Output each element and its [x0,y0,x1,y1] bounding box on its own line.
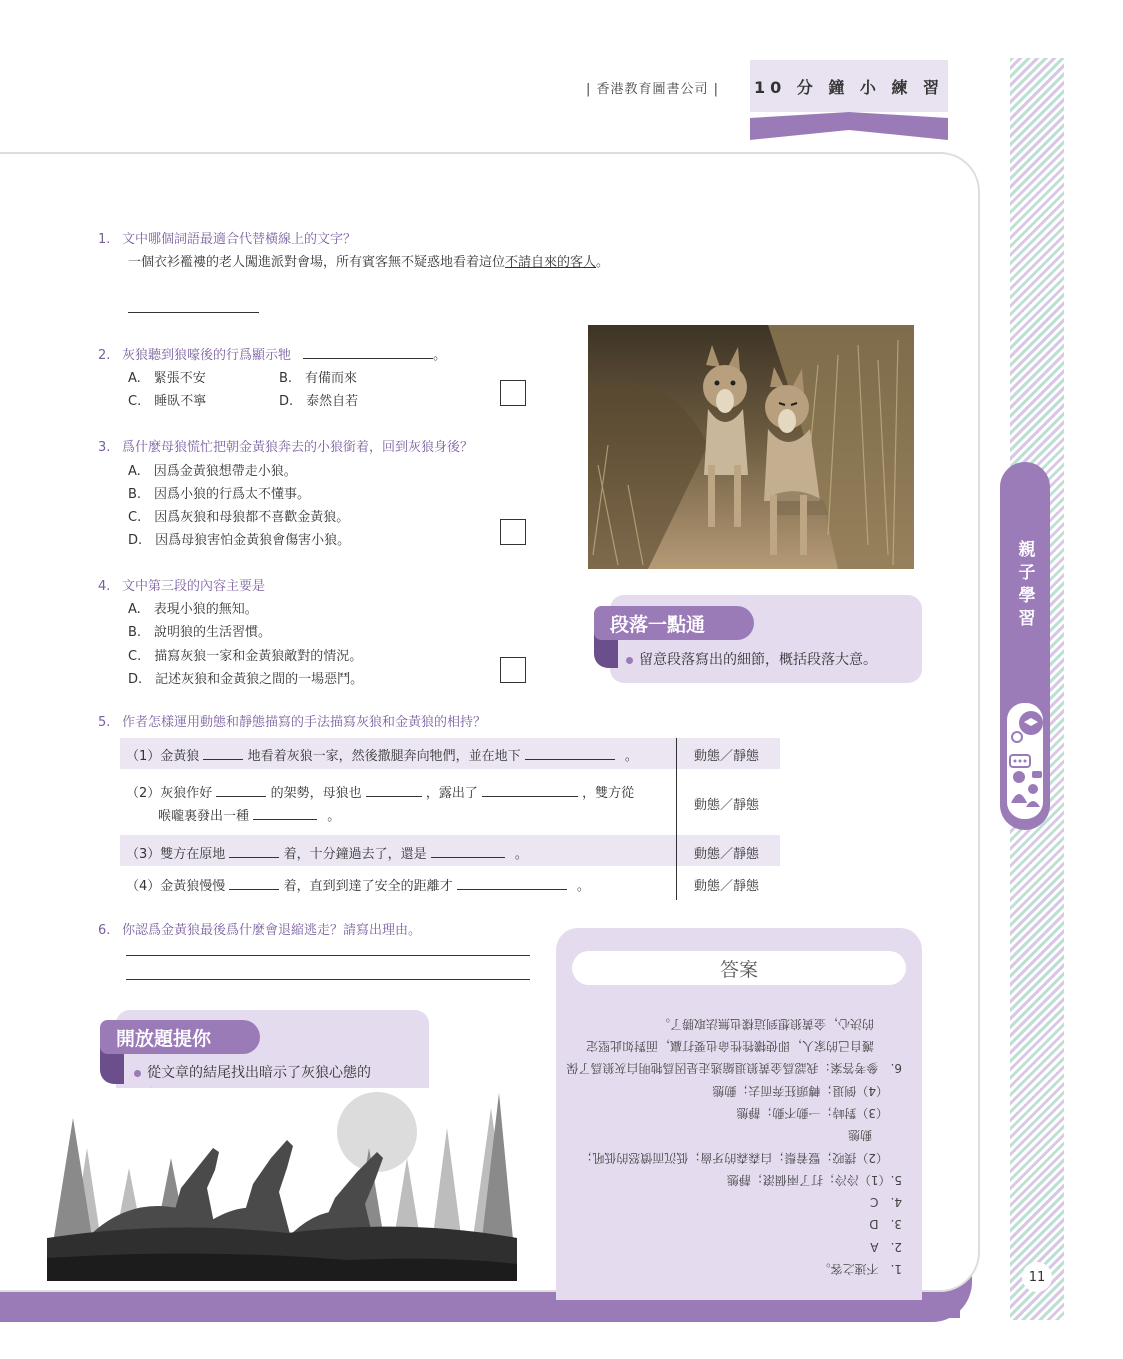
q2-option-d: D. 泰然自若 [279,394,359,409]
table-divider [676,738,677,900]
answer-line: 1. 不速之客。 [818,1262,902,1276]
open-tip-title: 開放題提你 [100,1020,260,1054]
q3-option-d: D. 因爲母狼害怕金黃狼會傷害小狼。 [128,533,351,548]
question-2: 2. 灰狼聽到狼嚎後的行爲顯示牠 。 [98,348,447,363]
q4-option-c: C. 描寫灰狼一家和金黃狼敵對的情況。 [128,649,363,664]
blank[interactable] [431,857,505,858]
q4-option-d: D. 記述灰狼和金黃狼之間的一場惡鬥。 [128,672,364,687]
blank[interactable] [366,796,422,797]
page-number: 11 [1022,1262,1052,1292]
blank[interactable] [457,889,567,890]
answer-line: 4. C [870,1195,902,1210]
blank[interactable] [253,819,317,820]
question-1-sentence: 一個衣衫襤褸的老人闖進派對會場，所有賓客無不疑惑地看着這位不請自來的客人。 [128,255,610,270]
answer-line: （2）撲咬；豎着鬃；白森森的牙齒；低沉而憤怒的低吼； [580,1150,888,1165]
table-row-4: （4）金黃狼慢慢 着，直到到達了安全的距離才 。 [126,879,590,894]
table-row-3: （3）雙方在原地 着，十分鐘過去了，還是 。 [126,847,528,862]
answer-line-6a[interactable] [126,955,530,956]
question-4: 4. 文中第三段的內容主要是 [98,579,266,594]
q3-option-c: C. 因爲灰狼和母狼都不喜歡金黃狼。 [128,510,350,525]
answer-box-4[interactable] [500,657,526,683]
q2-option-b: B. 有備而來 [279,371,358,386]
answer-line: 的決心，金黃狼想到這樣也無法取勝了。 [657,1016,874,1031]
side-tab-label: 親子學習 [1014,540,1035,632]
q4-option-b: B. 說明狼的生活習慣。 [128,625,272,640]
blank[interactable] [216,796,266,797]
answer-line: 護自己的家人，即使犧牲性命也要打贏，面對如此堅定 [585,1039,874,1054]
blank[interactable] [203,759,243,760]
row-2-choice[interactable]: 動態／靜態 [694,798,760,813]
answer-line: 5.（1）冷冷；打了兩個滾；靜態 [726,1172,902,1187]
answer-blank-2[interactable] [303,358,433,359]
answers-title: 答案 [572,951,906,985]
blank[interactable] [229,857,279,858]
question-1: 1. 文中哪個詞語最適合代替橫線上的文字？ [98,232,357,247]
q3-option-a: A. 因爲金黃狼想帶走小狼。 [128,464,297,479]
question-5: 5. 作者怎樣運用動態和靜態描寫的手法描寫灰狼和金黃狼的相持？ [98,715,487,730]
family-learning-icon [1004,700,1046,822]
table-row-2: （2）灰狼作好 的架勢，母狼也 ，露出了 ，雙方從 [126,786,635,801]
answer-line-1[interactable] [128,312,259,313]
q2-option-c: C. 睡臥不寧 [128,394,207,409]
answer-line: 3. D [869,1217,902,1232]
question-3: 3. 爲什麼母狼慌忙把朝金黃狼奔去的小狼銜着，回到灰狼身後？ [98,440,474,455]
q2-option-a: A. 緊張不安 [128,371,206,386]
q4-option-a: A. 表現小狼的無知。 [128,602,258,617]
header-chevron [750,112,948,140]
q3-option-b: B. 因爲小狼的行爲太不懂事。 [128,487,311,502]
paragraph-tip-text: 留意段落寫出的細節，概括段落大意。 [626,649,877,669]
jackals-photo [588,325,914,569]
table-row-1: （1）金黃狼 地看着灰狼一家，然後撒腿奔向牠們，並在地下 。 [126,749,638,764]
blank[interactable] [229,889,279,890]
paragraph-tip-title: 段落一點通 [594,606,754,640]
open-tip-text: 從文章的結尾找出暗示了灰狼心態的 [134,1062,371,1108]
bullet-dot [626,657,633,664]
answer-line-6b[interactable] [126,979,530,980]
row-4-choice[interactable]: 動態／靜態 [694,879,760,894]
blank[interactable] [482,796,578,797]
howling-wolves-illustration [47,1088,517,1281]
answer-box-3[interactable] [500,519,526,545]
bullet-dot [134,1070,141,1077]
question-6: 6. 你認爲金黃狼最後爲什麼會退縮逃走？請寫出理由。 [98,923,422,938]
answers-upside-down [566,1000,902,1280]
answer-line: 2. A [870,1239,902,1254]
answer-line: 6. 參考答案：我認爲金黃狼退縮逃走是因爲牠明白灰狼爲了保 [566,1061,902,1076]
table-row-2-cont: 喉嚨裏發出一種 。 [158,809,341,824]
row-3-choice[interactable]: 動態／靜態 [694,847,760,862]
answer-box-2[interactable] [500,380,526,406]
underlined-phrase: 不請自來的客人 [505,255,597,270]
row-1-choice[interactable]: 動態／靜態 [694,749,760,764]
publisher-name: | 香港教育圖書公司 | [586,82,720,97]
answer-line: （4）倒退；轉頭狂奔而去；動態 [712,1083,888,1098]
series-title: 10 分 鐘 小 練 習 [753,77,945,97]
answer-line: 動態 [847,1128,872,1143]
answer-line: （3）對峙；一動不動；靜態 [736,1105,888,1120]
blank[interactable] [525,759,615,760]
